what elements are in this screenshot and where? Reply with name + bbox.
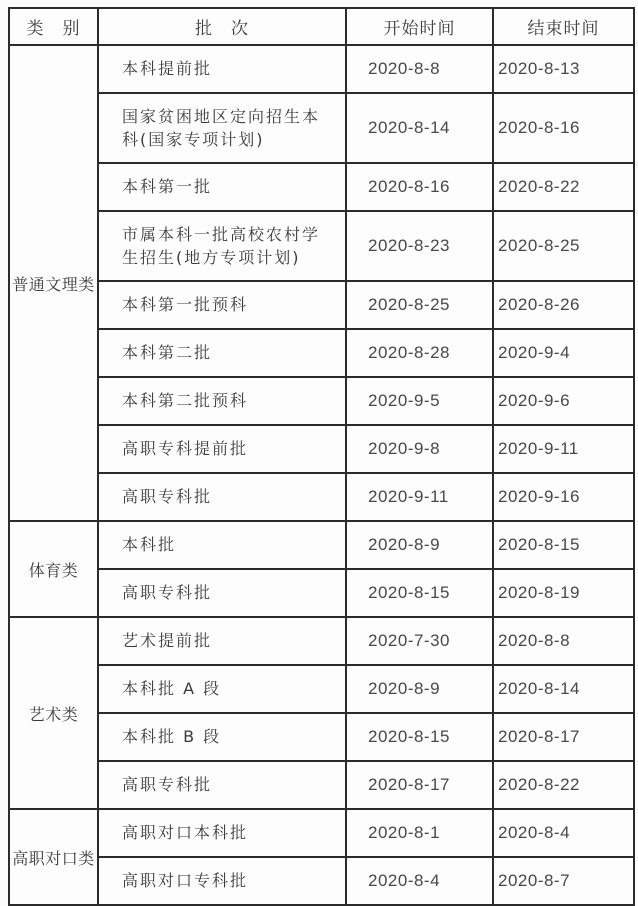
end-date-cell: 2020-9-6 [493, 377, 634, 425]
end-date-cell: 2020-8-8 [493, 617, 634, 665]
end-date-cell: 2020-8-22 [493, 163, 634, 211]
table-row [9, 713, 634, 761]
start-date-cell: 2020-8-16 [346, 163, 493, 211]
batch-cell: 高职专科批 [98, 761, 346, 809]
batch-cell: 艺术提前批 [98, 617, 346, 665]
table-row [9, 93, 634, 163]
table-row [9, 665, 634, 713]
table-row [9, 473, 634, 521]
batch-cell: 市属本科一批高校农村学生招生(地方专项计划) [98, 211, 346, 281]
category-cell: 高职对口类 [9, 809, 98, 905]
start-date-cell: 2020-8-28 [346, 329, 493, 377]
start-date-cell: 2020-8-9 [346, 665, 493, 713]
batch-cell: 高职对口本科批 [98, 809, 346, 857]
category-cell: 体育类 [9, 521, 98, 617]
start-date-cell: 2020-8-14 [346, 93, 493, 163]
table-row [9, 761, 634, 809]
table-row [9, 211, 634, 281]
end-date-cell: 2020-8-13 [493, 45, 634, 93]
batch-cell: 高职对口专科批 [98, 857, 346, 905]
admission-schedule-table [8, 7, 635, 906]
end-date-cell: 2020-8-7 [493, 857, 634, 905]
start-date-cell: 2020-9-11 [346, 473, 493, 521]
end-date-cell: 2020-9-16 [493, 473, 634, 521]
end-date-cell: 2020-8-16 [493, 93, 634, 163]
batch-cell: 本科第一批 [98, 163, 346, 211]
start-date-cell: 2020-8-4 [346, 857, 493, 905]
start-date-cell: 2020-8-23 [346, 211, 493, 281]
category-cell: 艺术类 [9, 617, 98, 809]
end-date-cell: 2020-8-15 [493, 521, 634, 569]
start-date-cell: 2020-7-30 [346, 617, 493, 665]
batch-cell: 高职专科批 [98, 473, 346, 521]
end-date-cell: 2020-8-26 [493, 281, 634, 329]
table-row [9, 281, 634, 329]
table-row [9, 329, 634, 377]
start-date-cell: 2020-8-17 [346, 761, 493, 809]
end-date-cell: 2020-9-11 [493, 425, 634, 473]
batch-cell: 高职专科提前批 [98, 425, 346, 473]
start-date-cell: 2020-9-8 [346, 425, 493, 473]
start-date-cell: 2020-8-9 [346, 521, 493, 569]
table-row [9, 425, 634, 473]
table-row [9, 569, 634, 617]
end-date-cell: 2020-8-22 [493, 761, 634, 809]
header-start-time: 开始时间 [346, 8, 493, 45]
batch-cell: 高职专科批 [98, 569, 346, 617]
batch-cell: 国家贫困地区定向招生本科(国家专项计划) [98, 93, 346, 163]
batch-cell: 本科批 [98, 521, 346, 569]
table-row [9, 163, 634, 211]
table-row [9, 857, 634, 905]
batch-cell: 本科第一批预科 [98, 281, 346, 329]
start-date-cell: 2020-8-15 [346, 713, 493, 761]
batch-cell: 本科第二批预科 [98, 377, 346, 425]
end-date-cell: 2020-8-19 [493, 569, 634, 617]
table-row [9, 521, 634, 569]
start-date-cell: 2020-8-8 [346, 45, 493, 93]
batch-cell: 本科第二批 [98, 329, 346, 377]
end-date-cell: 2020-8-25 [493, 211, 634, 281]
header-end-time: 结束时间 [493, 8, 634, 45]
start-date-cell: 2020-8-25 [346, 281, 493, 329]
table-row [9, 45, 634, 93]
start-date-cell: 2020-8-1 [346, 809, 493, 857]
end-date-cell: 2020-8-14 [493, 665, 634, 713]
table-row [9, 809, 634, 857]
end-date-cell: 2020-8-17 [493, 713, 634, 761]
header-category: 类 别 [9, 8, 98, 45]
table-row [9, 377, 634, 425]
category-cell: 普通文理类 [9, 45, 98, 521]
batch-cell: 本科提前批 [98, 45, 346, 93]
header-row [9, 8, 634, 45]
start-date-cell: 2020-9-5 [346, 377, 493, 425]
header-batch: 批 次 [98, 8, 346, 45]
end-date-cell: 2020-9-4 [493, 329, 634, 377]
table-row [9, 617, 634, 665]
end-date-cell: 2020-8-4 [493, 809, 634, 857]
batch-cell: 本科批 B 段 [98, 713, 346, 761]
batch-cell: 本科批 A 段 [98, 665, 346, 713]
start-date-cell: 2020-8-15 [346, 569, 493, 617]
